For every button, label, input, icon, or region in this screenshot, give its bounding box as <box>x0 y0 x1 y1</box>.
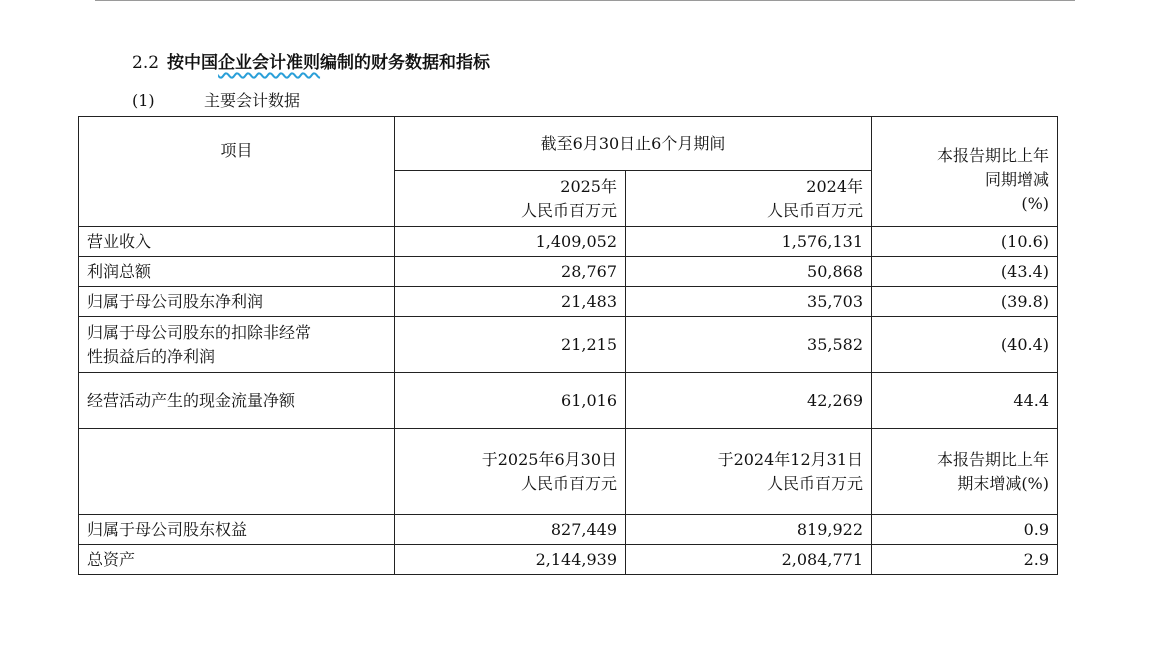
change-value: (39.8) <box>872 287 1058 317</box>
heading-text-end: 编制的财务数据和指标 <box>320 53 491 73</box>
section-number: 2.2 <box>132 53 160 73</box>
value-2025: 21,483 <box>395 287 626 317</box>
change-value: (10.6) <box>872 227 1058 257</box>
accounting-data-table <box>78 116 1058 575</box>
value-2025-06-30: 2,144,939 <box>395 545 626 575</box>
row-label: 营业收入 <box>79 227 395 257</box>
period-header: 截至6月30日止6个月期间 <box>395 117 872 171</box>
col-2024-header: 2024年 人民币百万元 <box>626 171 872 227</box>
row-label: 利润总额 <box>79 257 395 287</box>
table-row <box>79 287 1058 317</box>
top-divider <box>95 0 1075 1</box>
value-2024-12-31: 819,922 <box>626 515 872 545</box>
row-label: 经营活动产生的现金流量净额 <box>79 373 395 429</box>
table-row <box>79 227 1058 257</box>
col-2025-header: 2025年 人民币百万元 <box>395 171 626 227</box>
col-2024-12-31-header: 于2024年12月31日 人民币百万元 <box>626 429 872 515</box>
change-value: 0.9 <box>872 515 1058 545</box>
subsection-heading <box>132 88 300 111</box>
change-value: (40.4) <box>872 317 1058 373</box>
row-label: 归属于母公司股东的扣除非经常 性损益后的净利润 <box>79 317 395 373</box>
value-2024: 35,582 <box>626 317 872 373</box>
table-row <box>79 515 1058 545</box>
col-2025-06-30-header: 于2025年6月30日 人民币百万元 <box>395 429 626 515</box>
change-value: (43.4) <box>872 257 1058 287</box>
value-2024: 35,703 <box>626 287 872 317</box>
change-value: 2.9 <box>872 545 1058 575</box>
yoy-change-header: 本报告期比上年 同期增减 (%) <box>872 117 1058 227</box>
blank-header-cell <box>79 429 395 515</box>
table-row <box>79 257 1058 287</box>
table-row <box>79 545 1058 575</box>
heading-text-start: 按中国 <box>167 53 219 73</box>
subsection-title: 主要会计数据 <box>204 91 301 110</box>
row-label: 归属于母公司股东权益 <box>79 515 395 545</box>
row-label: 总资产 <box>79 545 395 575</box>
item-header: 项目 <box>79 117 395 227</box>
section-heading <box>132 48 490 73</box>
value-2025: 61,016 <box>395 373 626 429</box>
period-end-change-header: 本报告期比上年 期末增减(%) <box>872 429 1058 515</box>
heading-text-marked: 企业会计准则 <box>218 53 321 73</box>
table-row <box>79 317 1058 373</box>
balance-header-row <box>79 429 1058 515</box>
value-2024-12-31: 2,084,771 <box>626 545 872 575</box>
value-2024: 42,269 <box>626 373 872 429</box>
value-2024: 50,868 <box>626 257 872 287</box>
change-value: 44.4 <box>872 373 1058 429</box>
value-2025-06-30: 827,449 <box>395 515 626 545</box>
table-row <box>79 373 1058 429</box>
subsection-index: (1) <box>132 91 155 110</box>
value-2025: 21,215 <box>395 317 626 373</box>
value-2024: 1,576,131 <box>626 227 872 257</box>
value-2025: 1,409,052 <box>395 227 626 257</box>
row-label: 归属于母公司股东净利润 <box>79 287 395 317</box>
value-2025: 28,767 <box>395 257 626 287</box>
